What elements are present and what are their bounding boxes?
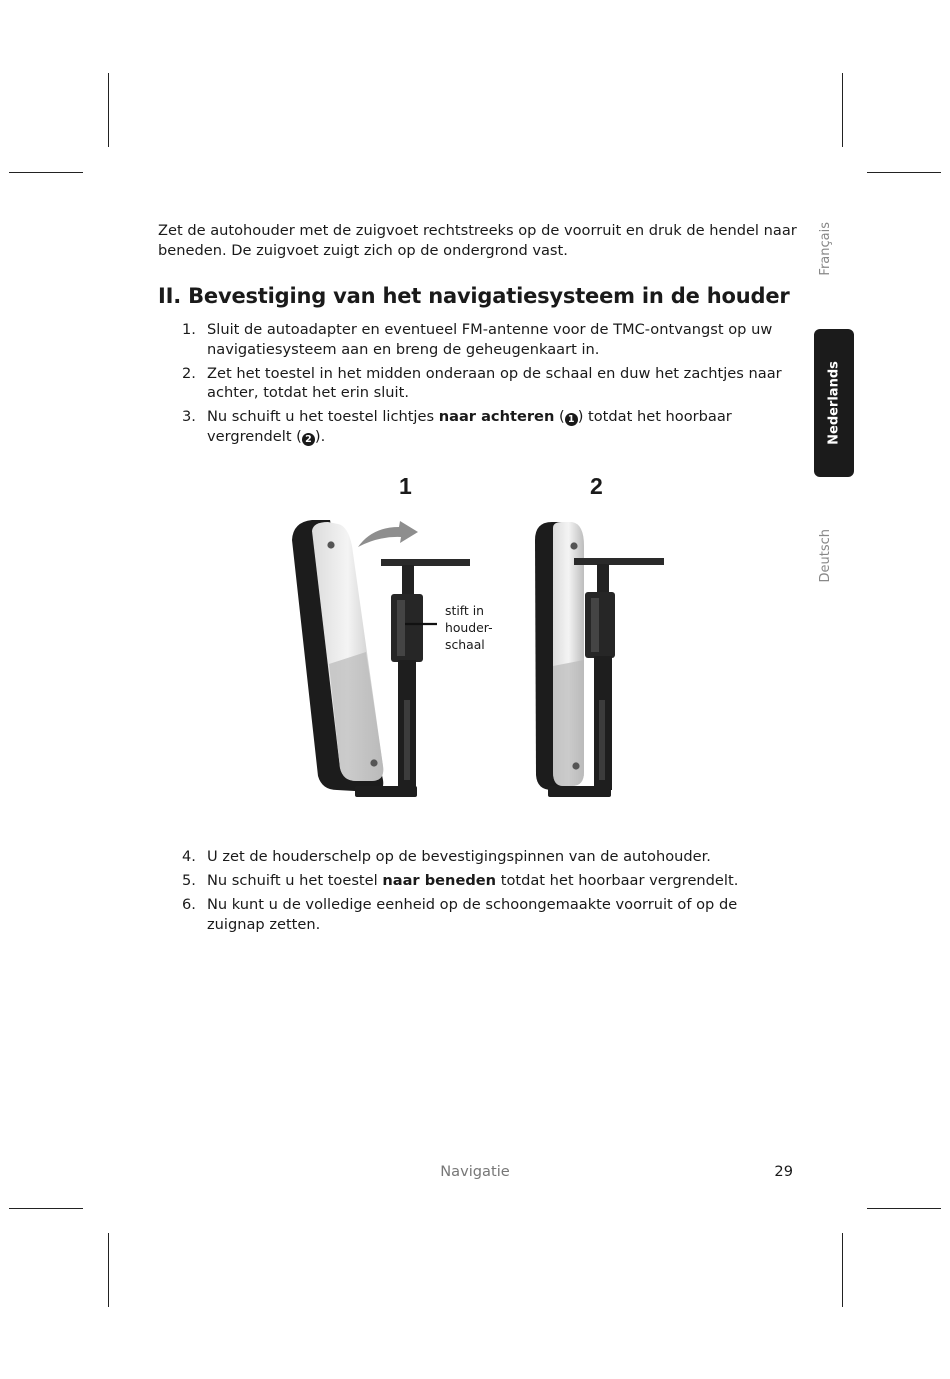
steps-list-bottom	[158, 847, 798, 939]
side-tab-nederlands[interactable]	[814, 329, 854, 477]
step-text: Sluit de autoadapter en eventueel FM-antenne voor de TMC-ontvangst op uw navigatiesysteem aan en breng de geheugenkaart in.	[207, 321, 773, 358]
callout-label: stift in houder- schaal	[445, 603, 493, 652]
circled-marker: 1	[565, 413, 578, 426]
step-text-part: (	[554, 408, 565, 425]
side-tab-deutsch[interactable]: Deutsch	[818, 529, 833, 583]
intro-paragraph: Zet de autohouder met de zuigvoet rechtstreeks op de voorruit en druk de hendel naar beneden. De zuigvoet zuigt zich op de ondergrond vast.	[158, 222, 797, 259]
rotation-arrow	[358, 521, 418, 547]
step-text-bold: naar beneden	[382, 872, 497, 889]
page-number: 29	[774, 1163, 793, 1180]
step-text: Zet het toestel in het midden onderaan op de schaal en duw het zachtjes naar achter, totdat het erin sluit.	[207, 364, 782, 401]
side-tab-francais[interactable]: Français	[818, 222, 833, 276]
step-text-part: ) totdat het hoorbaar vergrendelt (	[207, 408, 732, 445]
step-number: 5.	[182, 872, 196, 889]
footer-section: Navigatie	[440, 1163, 510, 1180]
list-item	[158, 847, 798, 867]
step-number: 3.	[182, 408, 196, 425]
step-number: 4.	[182, 848, 196, 865]
step-number: 1.	[182, 321, 196, 338]
list-item	[158, 871, 798, 891]
step-text-bold: naar achteren	[438, 408, 555, 425]
step-text: U zet de houderschelp op de bevestigingspinnen van de autohouder.	[207, 848, 711, 865]
step-text-part: Nu schuift u het toestel	[207, 872, 383, 889]
step-text-part: totdat het hoorbaar vergrendelt.	[496, 872, 739, 889]
step-text-part: Nu schuift u het toestel lichtjes	[207, 408, 439, 425]
side-tab-label: Nederlands	[826, 361, 842, 445]
step-number: 6.	[182, 896, 196, 913]
step-number: 2.	[182, 364, 196, 382]
figure-label-1: 1	[399, 473, 412, 499]
section-heading: II. Bevestiging van het navigatiesysteem in de houder	[158, 284, 790, 308]
figure-label-2: 2	[590, 473, 603, 499]
device-tilted	[292, 520, 383, 792]
list-item	[158, 895, 798, 934]
step-text: Nu kunt u de volledige eenheid op de schoongemaakte voorruit of op de zuignap zetten.	[207, 896, 738, 933]
step-text-part: ).	[314, 427, 326, 445]
circled-marker: 2	[302, 433, 315, 446]
step-text	[207, 872, 738, 889]
